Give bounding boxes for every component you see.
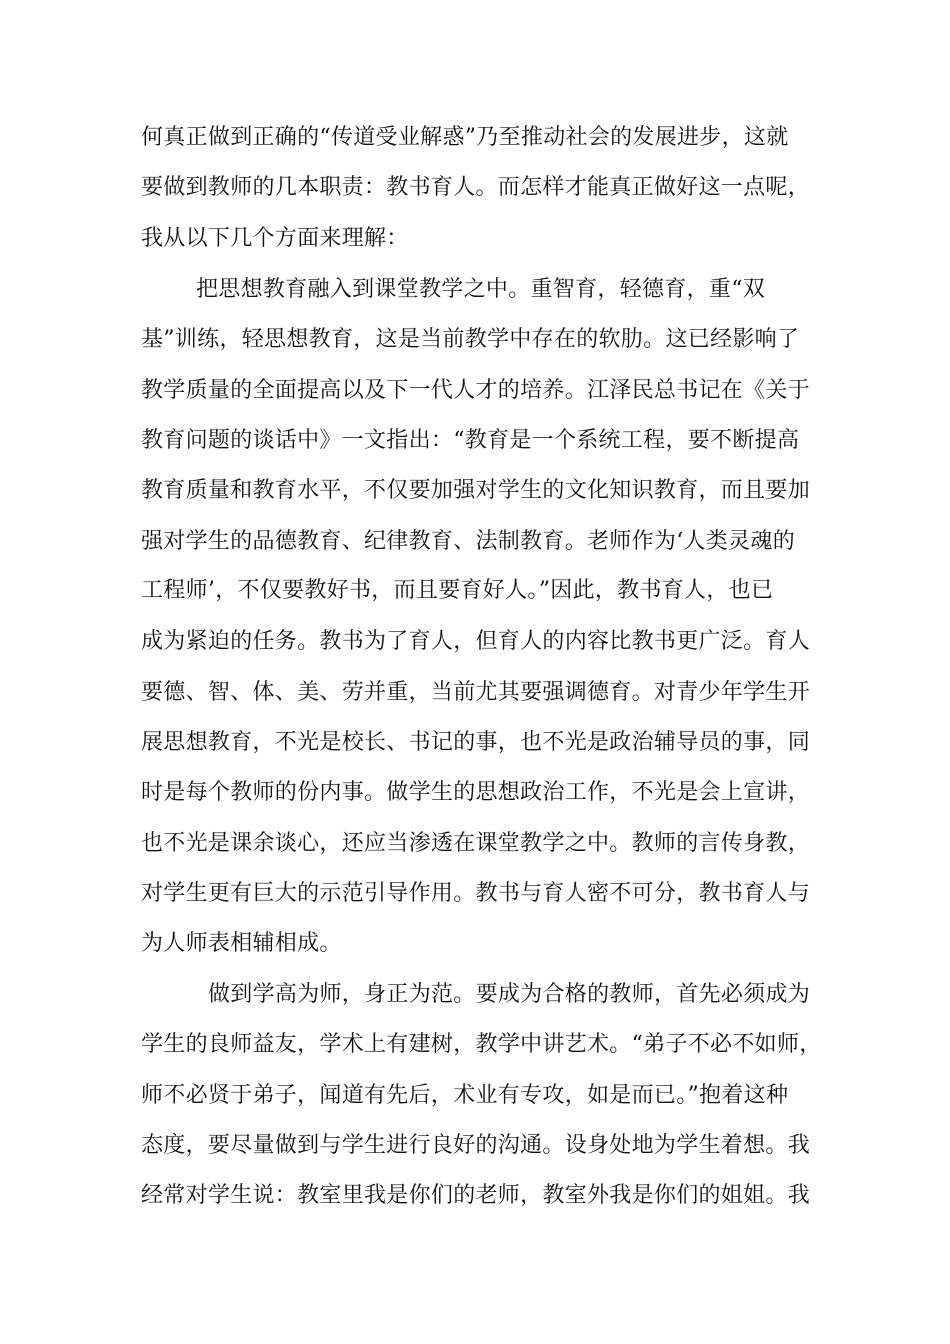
text-line: 教学质量的全面提高以及下一代人才的培养。江泽民总书记在《关于 bbox=[141, 378, 811, 403]
text-line: 经常对学生说：教室里我是你们的老师，教室外我是你们的姐姐。我 bbox=[141, 1183, 811, 1208]
text-line: 要做到教师的几本职责：教书育人。而怎样才能真正做好这一点呢， bbox=[141, 175, 811, 200]
text-line: 学生的良师益友，学术上有建树，教学中讲艺术。“弟子不必不如师， bbox=[141, 1032, 822, 1057]
text-line: 也不光是课余谈心，还应当渗透在课堂教学之中。教师的言传身教， bbox=[141, 831, 811, 856]
text-line: 对学生更有巨大的示范引导作用。教书与育人密不可分，教书育人与 bbox=[141, 881, 811, 906]
text-line: 我从以下几个方面来理解： bbox=[141, 226, 409, 251]
text-line: 师不必贤于弟子，闻道有先后，术业有专攻，如是而已。”抱着这种 bbox=[141, 1083, 789, 1108]
text-line: 教育质量和教育水平，不仅要加强对学生的文化知识教育，而且要加 bbox=[141, 478, 811, 503]
text-line: 强对学生的品德教育、纪律教育、法制教育。老师作为‘人类灵魂的 bbox=[141, 529, 795, 554]
text-line: 展思想教育，不光是校长、书记的事，也不光是政治辅导员的事，同 bbox=[141, 730, 811, 755]
text-line: 工程师’，不仅要教好书，而且要育好人。”因此，教书育人，也已 bbox=[141, 578, 774, 603]
text-line: 要德、智、体、美、劳并重，当前尤其要强调德育。对青少年学生开 bbox=[141, 680, 811, 705]
text-line: 基”训练，轻思想教育，这是当前教学中存在的软肋。这已经影响了 bbox=[141, 327, 800, 352]
text-line: 何真正做到正确的“传道受业解惑”乃至推动社会的发展进步，这就 bbox=[141, 125, 789, 150]
paragraph-start-line: 把思想教育融入到课堂教学之中。重智育，轻德育，重“双 bbox=[196, 277, 766, 302]
text-line: 成为紧迫的任务。教书为了育人，但育人的内容比教书更广泛。育人 bbox=[141, 629, 811, 654]
text-line: 为人师表相辅相成。 bbox=[141, 931, 342, 956]
text-line: 态度，要尽量做到与学生进行良好的沟通。设身处地为学生着想。我 bbox=[141, 1133, 811, 1158]
text-line: 时是每个教师的份内事。做学生的思想政治工作，不光是会上宣讲， bbox=[141, 780, 811, 805]
paragraph-start-line: 做到学高为师，身正为范。要成为合格的教师，首先必须成为 bbox=[208, 982, 811, 1007]
text-line: 教育问题的谈话中》一文指出：“教育是一个系统工程，要不断提高 bbox=[141, 428, 800, 453]
